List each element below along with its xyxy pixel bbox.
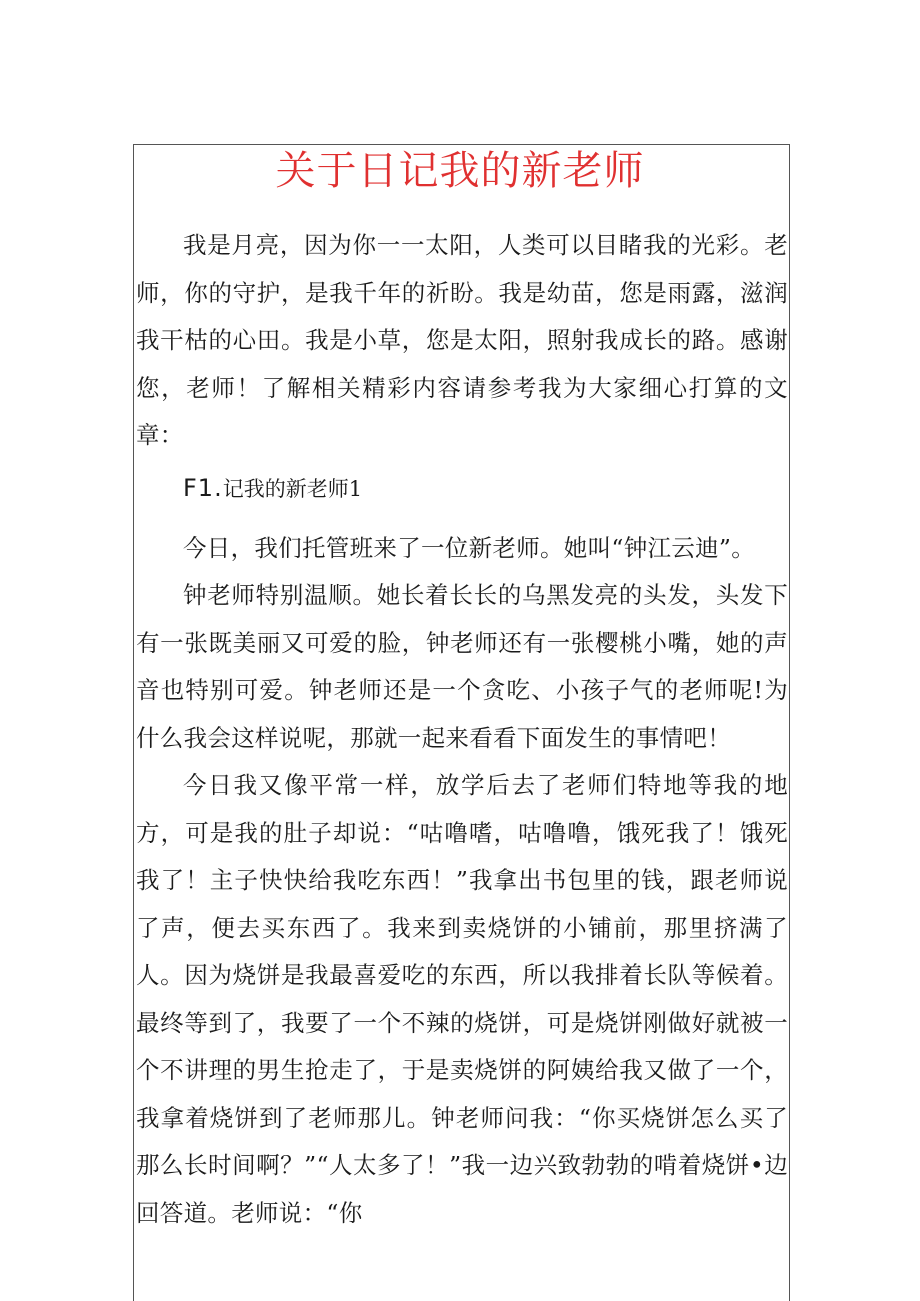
document-title: 关于日记我的新老师 bbox=[275, 148, 645, 194]
section-heading bbox=[183, 466, 788, 511]
body-paragraph: 钟老师特别温顺。她长着长长的乌黑发亮的头发，头发下有一张既美丽又可爱的脸，钟老师还有一张樱桃小嘴，她的声音也特别可爱。钟老师还是一个贪吃、小孩子气的老师呢!为什么我会这样说呢，那就一起来看看下面发生的事情吧！ bbox=[136, 581, 788, 752]
body-paragraph: 今日，我们托管班来了一位新老师。她叫“钟江云迪”。 bbox=[183, 533, 756, 562]
section-title: 记我的新老师1 bbox=[222, 476, 363, 501]
document-body bbox=[136, 222, 788, 1237]
section-number: F1. bbox=[183, 473, 223, 502]
intro-paragraph: 我是月亮，因为你一一太阳，人类可以目睹我的光彩。老师，你的守护，是我千年的祈盼。我是幼苗，您是雨露，滋润我干枯的心田。我是小草，您是太阳，照射我成长的路。感谢您，老师！了解相关精彩内容请参考我为大家细心打算的文章： bbox=[136, 231, 788, 449]
body-paragraph: 今日我又像平常一样，放学后去了老师们特地等我的地方，可是我的肚子却说：“咕噜嗜，咕噜噜，饿死我了！饿死我了！主子快快给我吃东西！”我拿出书包里的钱，跟老师说了声，便去买东西了。我来到卖烧饼的小铺前，那里挤满了人。因为烧饼是我最喜爱吃的东西，所以我排着长队等候着。最终等到了，我要了一个不辣的烧饼，可是烧饼刚做好就被一个不讲理的男生抢走了，于是卖烧饼的阿姨给我又做了一个，我拿着烧饼到了老师那儿。钟老师问我：“你买烧饼怎么买了那么长时间啊？”“人太多了！”我一边兴致勃勃的啃着烧饼•边回答道。老师说：“你 bbox=[136, 771, 788, 1227]
